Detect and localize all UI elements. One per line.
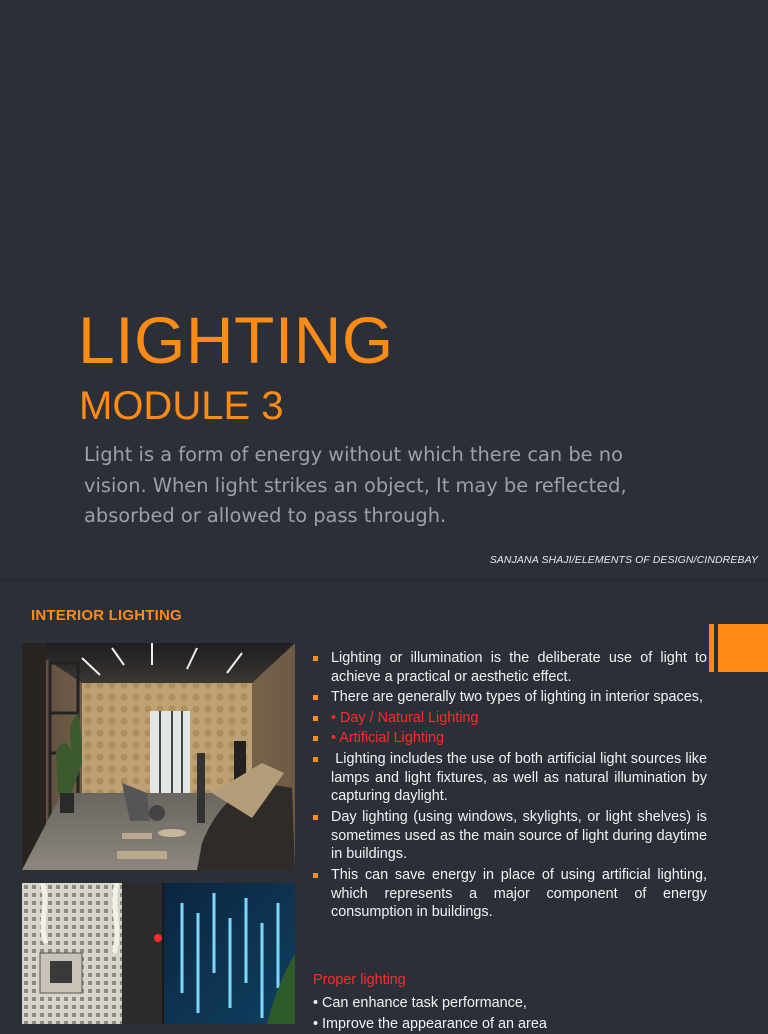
intro-paragraph: Light is a form of energy without which there can be no vision. When light strikes an object, It may be reflected, absorbed or allowed to pass through.	[84, 443, 627, 527]
list-item: Lighting includes the use of both artificial light sources like lamps and light fixtures, as well as natural illumination by capturing daylight.	[313, 750, 707, 806]
accent-box	[718, 624, 768, 672]
list-item: Day lighting (using windows, skylights, or light shelves) is sometimes used as the main source of light during daytime in buildings.	[313, 808, 707, 864]
slide-subtitle: MODULE 3	[79, 384, 284, 428]
accent-bar	[709, 624, 714, 672]
list-item: • Day / Natural Lighting	[313, 709, 707, 728]
bullet-marker	[313, 695, 318, 700]
bullet-marker	[313, 656, 318, 661]
light-fixtures-photo	[22, 883, 295, 1024]
bullet-marker	[313, 873, 318, 878]
credit-line: SANJANA SHAJI/ELEMENTS OF DESIGN/CINDREBAY	[489, 554, 758, 566]
gym-interior-photo	[22, 643, 295, 870]
bullet-list	[313, 649, 711, 924]
bullet-marker	[313, 815, 318, 820]
slide-title: LIGHTING	[78, 303, 394, 377]
list-item: This can save energy in place of using artificial lighting, which represents a major component of energy consumption in buildings.	[313, 866, 707, 922]
content-slide	[0, 581, 768, 1032]
list-item: Lighting or illumination is the deliberate use of light to achieve a practical or aesthetic effect.	[313, 649, 707, 687]
proper-lighting-item: • Can enhance task performance,	[313, 995, 527, 1011]
proper-lighting-heading: Proper lighting	[313, 972, 406, 988]
bullet-marker	[313, 716, 318, 721]
list-item: • Artificial Lighting	[313, 729, 707, 748]
proper-lighting-item: • Improve the appearance of an area	[313, 1016, 547, 1032]
list-item: There are generally two types of lighting in interior spaces,	[313, 688, 707, 707]
bullet-marker	[313, 757, 318, 762]
section-heading: INTERIOR LIGHTING	[31, 607, 182, 624]
bullet-marker	[313, 736, 318, 741]
